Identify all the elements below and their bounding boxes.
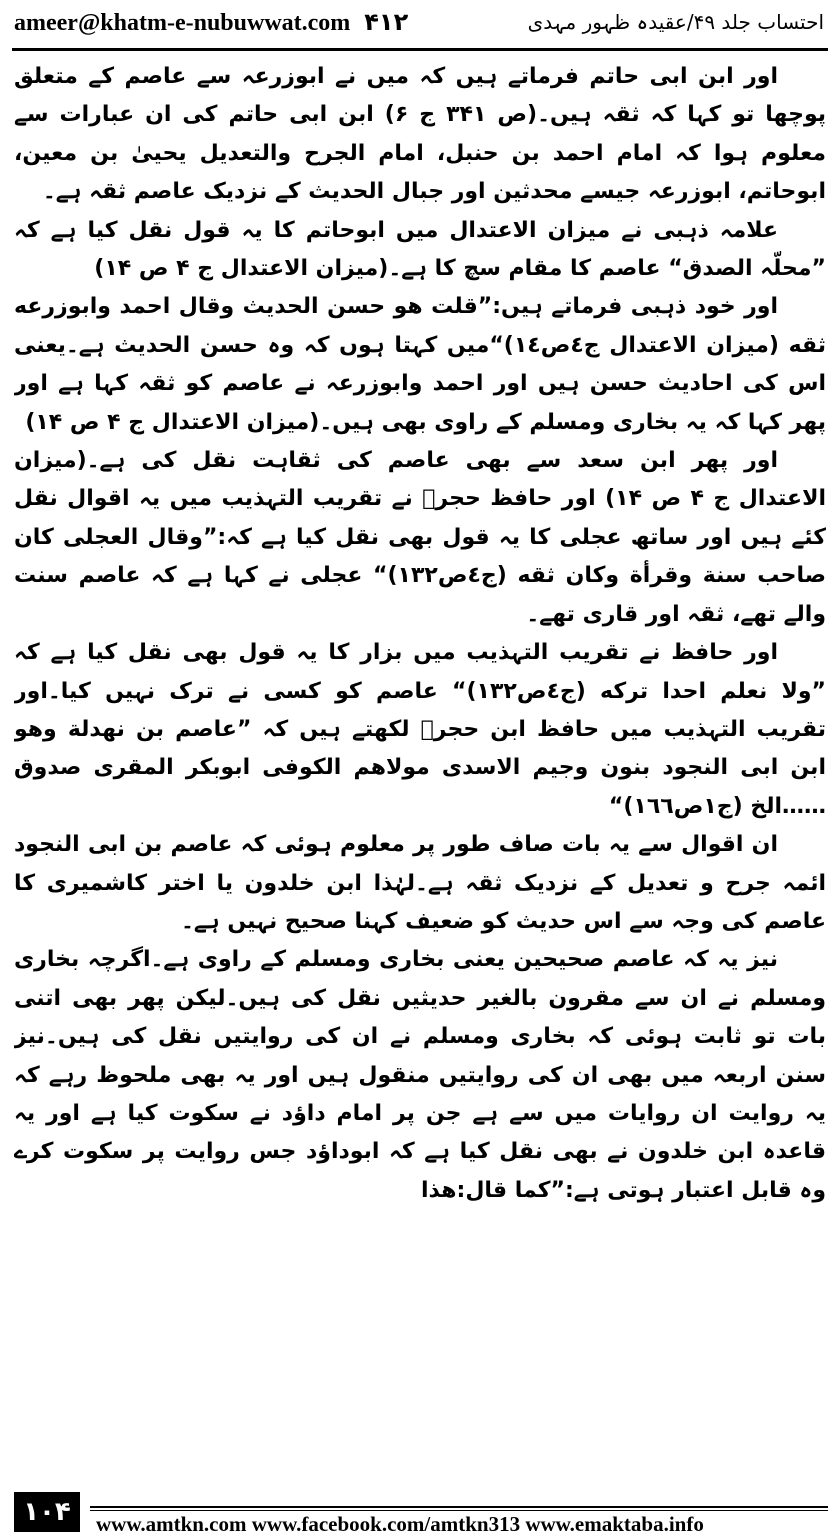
footer-divider-thin [90, 1510, 828, 1511]
paragraph-6: ان اقوال سے یہ بات صاف طور پر معلوم ہوئی کہ عاصم بن ابی النجود ائمہ جرح و تعدیل کے نزدیک ثقہ ہے۔لہٰذا ابن خلدون یا اختر کاشمیری کا عاصم کی وجہ سے اس حدیث کو ضعیف کہنا صحیح نہیں ہے۔ [14, 832, 826, 934]
header-page-number: ۴۱۲ [364, 8, 409, 36]
header-book-title: احتساب جلد ۴۹/عقیدہ ظہور مہدی [527, 10, 824, 34]
page-header [0, 0, 840, 48]
footer-divider [90, 1506, 828, 1508]
page-body [14, 58, 826, 1438]
header-left [14, 8, 408, 37]
footer-links[interactable]: www.amtkn.com www.facebook.com/amtkn313 www.emaktaba.info [96, 1512, 704, 1536]
paragraph-3: اور خود ذہبی فرماتے ہیں:”قلت هو حسن الحديث وقال احمد وابوزرعه ثقه (ميزان الاعتدال ج٤ص١٤)“میں کہتا ہوں کہ وہ حسن الحدیث ہے۔یعنی اس کی احادیث حسن ہیں اور احمد وابوزرعہ نے عاصم کو ثقہ کہا ہے اور پھر کہا کہ یہ بخاری ومسلم کے راوی بھی ہیں۔(میزان الاعتدال ج ۴ ص ۱۴) [14, 294, 826, 435]
header-divider [12, 48, 828, 51]
page-footer [0, 1484, 840, 1540]
paragraph-5: اور حافظ نے تقریب التہذیب میں بزار کا یہ قول بھی نقل کیا ہے کہ ”ولا نعلم احدا تركه (ج٤ص١٣٢)“ عاصم کو کسی نے ترک نہیں کیا۔اور تقریب التہذیب میں حافظ ابن حجرؒ لکھتے ہیں کہ ”عاصم بن نهدلة وهو ابن ابى النجود بنون وجيم الاسدى مولاهم الكوفى ابوبكر المقرى صدوق ……الخ (ج١ص١٦٦)“ [14, 640, 826, 819]
paragraph-2: علامہ ذہبی نے میزان الاعتدال میں ابوحاتم کا یہ قول نقل کیا ہے کہ ”محلّہ الصدق“ عاصم کا مقام سچ کا ہے۔(میزان الاعتدال ج ۴ ص ۱۴) [14, 217, 826, 282]
paragraph-7: نیز یہ کہ عاصم صحیحین یعنی بخاری ومسلم کے راوی ہے۔اگرچہ بخاری ومسلم نے ان سے مقرون بالغیر حدیثیں نقل کی ہیں۔لیکن پھر بھی اتنی بات تو ثابت ہوئی کہ بخاری ومسلم نے ان کی روایتیں نقل کی ہیں۔نیز سنن اربعہ میں بھی ان کی روایتیں منقول ہیں اور یہ بھی ملحوظ رہے کہ یہ روایت ان روایات میں سے ہے جن پر امام داؤد نے سکوت کیا ہے اور یہ قاعدہ ابن خلدون نے بھی نقل کیا ہے کہ ابوداؤد جس روایت پر سکوت کرے وہ قابل اعتبار ہوتی ہے:”كما قال:هذا [14, 947, 826, 1203]
footer-page-number: ۱۰۴ [14, 1492, 80, 1532]
paragraph-4: اور پھر ابن سعد سے بھی عاصم کی ثقاہت نقل کی ہے۔(میزان الاعتدال ج ۴ ص ۱۴) اور حافظ حجرؒ نے تقریب التہذیب میں یہ اقوال نقل کئے ہیں اور ساتھ عجلی کا یہ قول بھی نقل کیا ہے کہ:”وقال العجلى كان صاحب سنة وقرأة وكان ثقه (ج٤ص١٣٢)“ عجلی نے کہا ہے کہ عاصم سنت والے تھے، ثقہ اور قاری تھے۔ [14, 448, 826, 627]
header-email: ameer@khatm-e-nubuwwat.com [14, 10, 351, 36]
paragraph-1: اور ابن ابی حاتم فرماتے ہیں کہ میں نے ابوزرعہ سے عاصم کے متعلق پوچھا تو کہا کہ ثقہ ہیں۔(ص ۳۴۱ ج ۶) ابن ابی حاتم کی ان عبارات سے معلوم ہوا کہ امام احمد بن حنبل، امام الجرح والتعدیل یحییٰ بن معین، ابوحاتم، ابوزرعہ جیسے محدثین اور جبال الحدیث کے نزدیک عاصم ثقہ ہے۔ [14, 64, 826, 205]
